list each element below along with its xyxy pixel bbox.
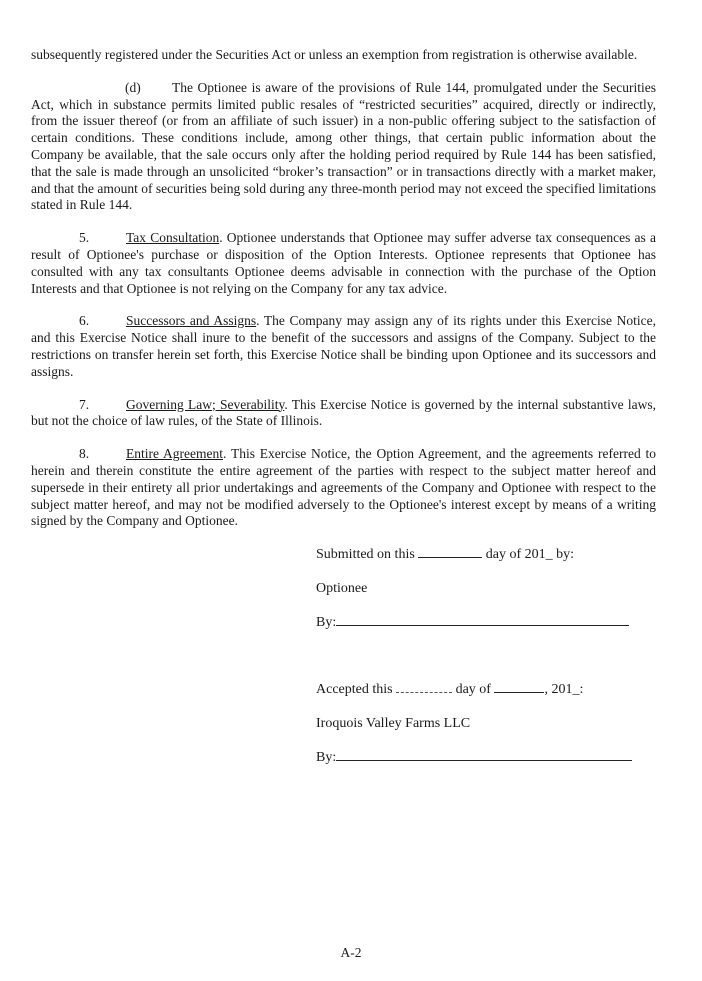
company-signature-line	[316, 749, 656, 766]
accepted-day-label: day of	[455, 682, 491, 698]
section-heading: Entire Agreement	[126, 446, 224, 462]
company-signature-blank[interactable]	[336, 759, 632, 761]
submitted-day-blank[interactable]	[418, 556, 482, 558]
submitted-date-label: day of 201_ by:	[485, 547, 575, 563]
clause-text: The Optionee is aware of the provisions of Rule 144, promulgated under the Securities Act, which in substance permits limited public resales of “restricted securities” acquired, directly or indirectly, from the issuer thereof (or from an affiliate of such issuer) in a non-public offering subject to the satisfaction of certain conditions. These conditions include, among other things, that certain public information about the Company be available, that the sale occurs only after the holding period required by Rule 144 has been satisfied, that the sale is made through an unsolicited “broker’s transaction” or in transactions directly with a market maker, and that the amount of securities being sold during any three-month period may not exceed the specified limitations stated in Rule 144.	[31, 79, 656, 213]
section-text: . The Company may assign any of its rights under this Exercise Notice, and this Exercise Notice shall inure to the benefit of the successors and assigns of the Company. Subject to the restrictions on transfer herein set forth, this Exercise Notice shall be binding upon Optionee and its successors and assigns.	[31, 313, 657, 379]
optionee-signature-line	[316, 614, 656, 631]
section-7	[31, 397, 656, 431]
clause-label: (d)	[125, 79, 141, 95]
section-text: . This Exercise Notice is governed by the internal substantive laws, but not the choice of law rules, of the State of Illinois.	[31, 396, 656, 429]
section-text: . This Exercise Notice, the Option Agreement, and the agreements referred to herein and therein constitute the entire agreement of the parties with respect to the subject matter hereof and supersede in their entirety all prior undertakings and agreements of the Company and Optionee with respect to the subject matter hereof, and may not be modified adversely to the Optionee's interest except by means of a writing signed by the Company and Optionee.	[31, 446, 656, 529]
by-label: By:	[316, 750, 337, 766]
accepted-line	[316, 681, 656, 698]
section-heading: Successors and Assigns	[126, 313, 257, 329]
section-text: . Optionee understands that Optionee may suffer adverse tax consequences as a result of Optionee's purchase or disposition of the Option Interests. Optionee represents that Optionee has consulted with any tax consultants Optionee deems advisable in connection with the purchase of the Option Interests and that Optionee is not relying on the Company for any tax advice.	[31, 230, 656, 296]
section-5	[31, 230, 656, 297]
section-number: 8.	[79, 446, 90, 462]
submitted-label: Submitted on this	[316, 547, 415, 563]
optionee-label: Optionee	[316, 581, 368, 597]
accepted-label: Accepted this	[316, 682, 393, 698]
optionee-signature-blank[interactable]	[336, 624, 629, 626]
company-name: Iroquois Valley Farms LLC	[316, 716, 471, 732]
document-body	[31, 47, 656, 783]
signature-block	[316, 546, 656, 766]
paragraph-continuation: subsequently registered under the Securities Act or unless an exemption from registration is otherwise available.	[31, 47, 638, 62]
section-number: 6.	[79, 313, 90, 329]
submitted-line	[316, 546, 656, 563]
section-heading: Governing Law; Severability	[126, 396, 285, 412]
page-number: A-2	[340, 945, 362, 960]
accepted-year-label: , 201_:	[544, 682, 584, 698]
section-heading: Tax Consultation	[126, 230, 220, 246]
by-label: By:	[316, 615, 337, 631]
accepted-month-blank[interactable]	[494, 691, 544, 693]
paragraph-d	[31, 80, 656, 214]
section-8	[31, 446, 656, 530]
accepted-day-blank[interactable]	[396, 691, 452, 693]
section-number: 7.	[79, 396, 90, 412]
section-number: 5.	[79, 230, 90, 246]
section-6	[31, 313, 656, 380]
